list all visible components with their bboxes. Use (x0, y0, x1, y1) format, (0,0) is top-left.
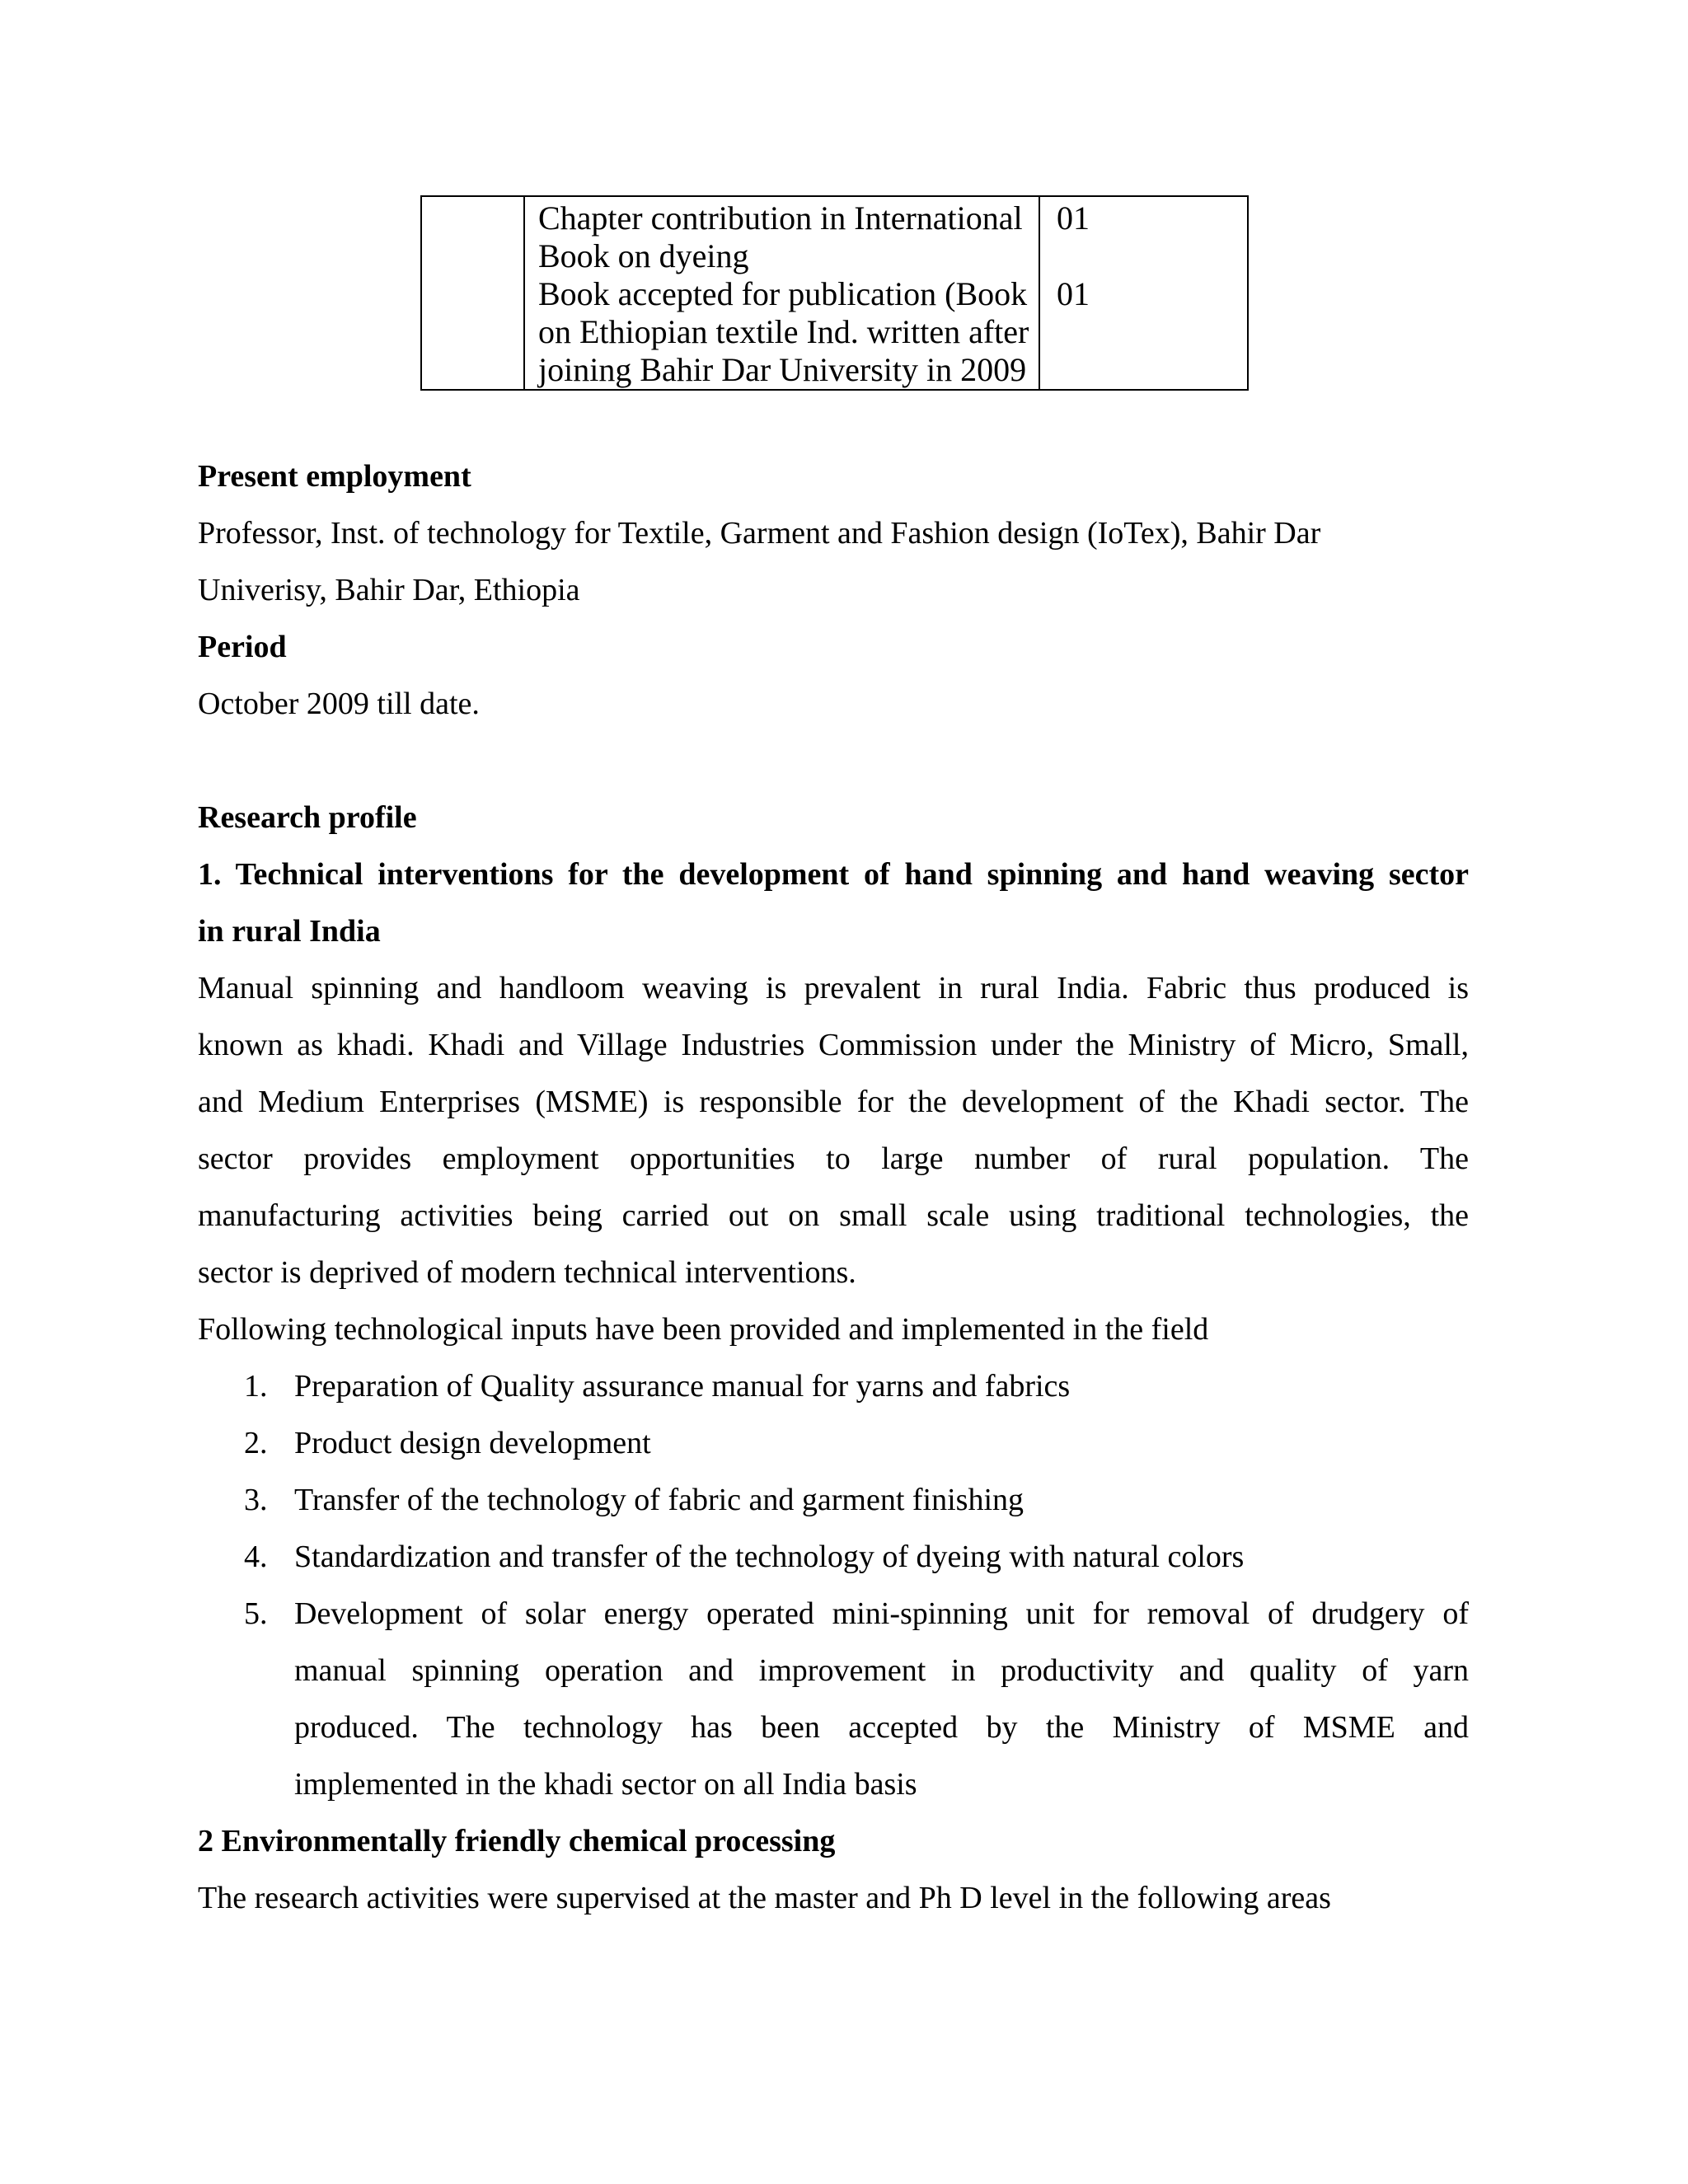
list-item: Product design development (294, 1426, 651, 1460)
publications-table (420, 195, 1249, 391)
period-heading: Period (198, 630, 287, 664)
table-description-line: Chapter contribution in International (538, 199, 1023, 237)
section-1-title: in rural India (198, 914, 381, 949)
table-description-line: Book accepted for publication (Book (538, 275, 1028, 312)
section-1-title: 1. Technical interventions for the development of hand spinning and hand weaving sector (198, 857, 1469, 892)
list-item-continued: produced. The technology has been accepted by the Ministry of MSME and (294, 1710, 1469, 1745)
section-2-paragraph: The research activities were supervised at the master and Ph D level in the following areas (198, 1881, 1331, 1915)
list-number: 1. (244, 1369, 268, 1404)
list-item: Standardization and transfer of the technology of dyeing with natural colors (294, 1540, 1245, 1574)
list-item: Transfer of the technology of fabric and garment finishing (294, 1483, 1025, 1517)
inputs-intro: Following technological inputs have been provided and implemented in the field (198, 1312, 1209, 1347)
list-item-continued: manual spinning operation and improvement in productivity and quality of yarn (294, 1653, 1469, 1688)
list-number: 5. (244, 1596, 268, 1631)
table-empty-cell (421, 196, 524, 390)
list-number: 3. (244, 1483, 268, 1517)
section-1-paragraph-line: manufacturing activities being carried out on small scale using traditional technologies, the (198, 1198, 1469, 1233)
list-number: 4. (244, 1540, 268, 1574)
list-number: 2. (244, 1426, 268, 1460)
section-1-paragraph-line: sector provides employment opportunities to large number of rural population. The (198, 1141, 1469, 1176)
table-value: 01 (1057, 275, 1090, 312)
table-row (421, 196, 1248, 390)
table-description-cell (524, 196, 1039, 390)
list-item: Preparation of Quality assurance manual for yarns and fabrics (294, 1369, 1071, 1404)
table-value-cell (1039, 196, 1248, 390)
period-text: October 2009 till date. (198, 687, 480, 721)
employment-text: Professor, Inst. of technology for Textile, Garment and Fashion design (IoTex), Bahir Dar (198, 516, 1321, 551)
list-item: Development of solar energy operated mini-spinning unit for removal of drudgery of (294, 1596, 1469, 1631)
section-1-paragraph-line: sector is deprived of modern technical interventions. (198, 1255, 856, 1290)
table-description-line: Book on dyeing (538, 237, 749, 274)
table-value: 01 (1057, 199, 1090, 237)
section-1-paragraph-line: known as khadi. Khadi and Village Industries Commission under the Ministry of Micro, Small, (198, 1028, 1469, 1062)
list-item-continued: implemented in the khadi sector on all India basis (294, 1767, 917, 1802)
employment-text: Univerisy, Bahir Dar, Ethiopia (198, 573, 580, 607)
section-1-paragraph-line: Manual spinning and handloom weaving is prevalent in rural India. Fabric thus produced is (198, 971, 1469, 1005)
section-2-title: 2 Environmentally friendly chemical processing (198, 1824, 836, 1858)
table-description-line: on Ethiopian textile Ind. written after (538, 313, 1029, 350)
table-description-line: joining Bahir Dar University in 2009 (538, 351, 1027, 388)
research-heading: Research profile (198, 800, 417, 835)
employment-heading: Present employment (198, 459, 471, 494)
section-1-paragraph-line: and Medium Enterprises (MSME) is responsible for the development of the Khadi sector. The (198, 1085, 1469, 1119)
